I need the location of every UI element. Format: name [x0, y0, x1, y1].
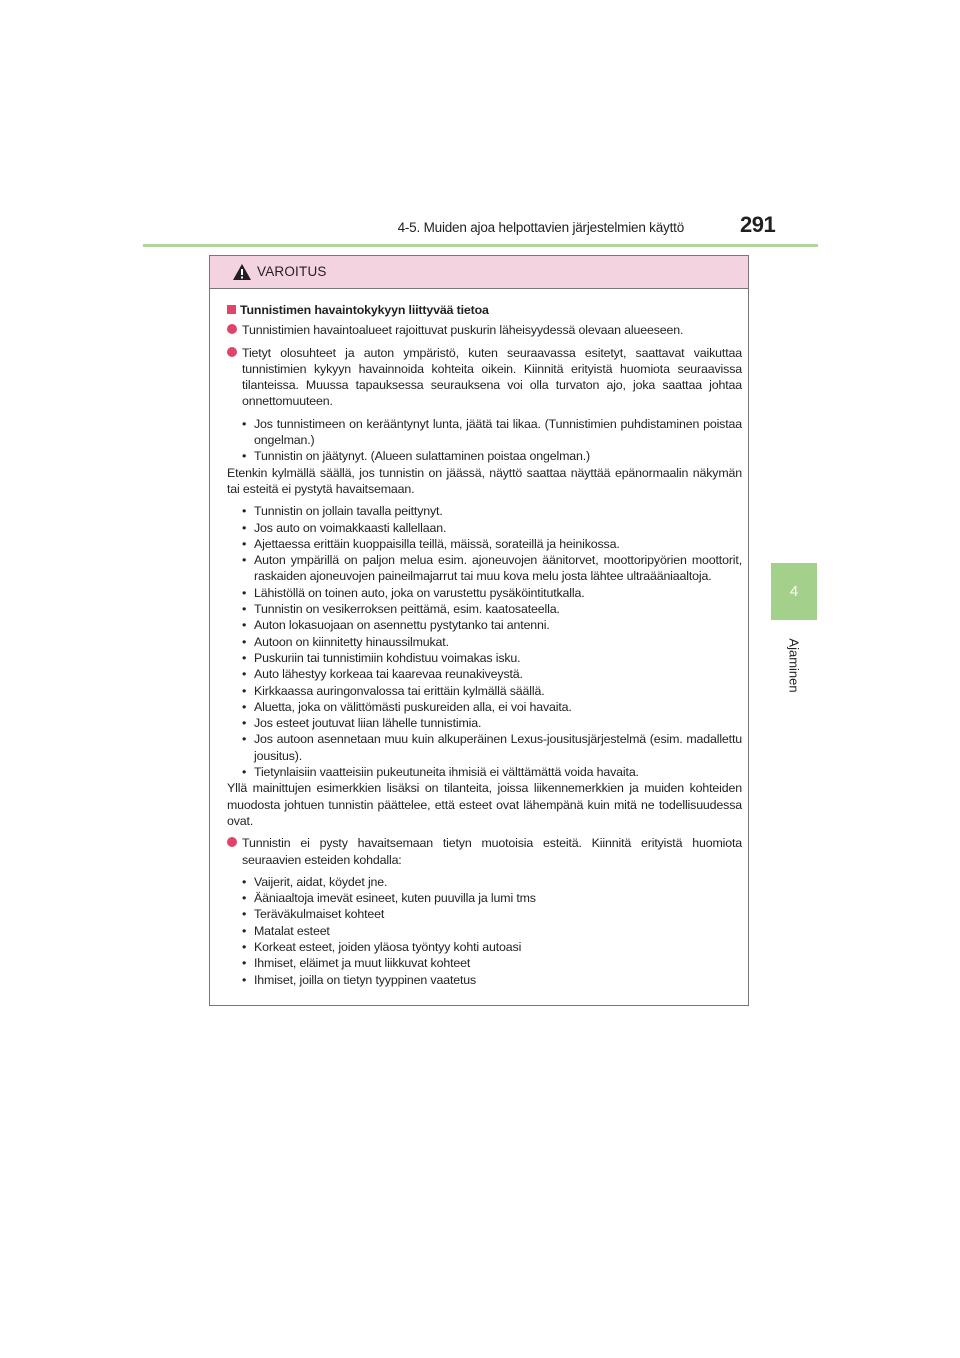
- list-item: • Matalat esteet: [227, 923, 742, 939]
- list-item: • Kirkkaassa auringonvalossa tai erittäin kylmällä säällä.: [227, 683, 742, 699]
- list-item: • Tunnistin on vesikerroksen peittämä, esim. kaatosateella.: [227, 601, 742, 617]
- list-item: • Korkeat esteet, joiden yläosa työntyy kohti autoasi: [227, 939, 742, 955]
- sub-list: [227, 874, 742, 988]
- list-item: • Auton ympärillä on paljon melua esim. ajoneuvojen äänitorvet, moottoripyörien moottorit, raskaiden ajoneuvojen paineilmajarrut tai muu kova melu josta lähtee ultraääniaaltoja.: [227, 552, 742, 585]
- list-item: • Ajettaessa erittäin kuoppaisilla teillä, mäissä, sorateillä ja heinikossa.: [227, 536, 742, 552]
- list-item: • Tietynlaisiin vaatteisiin pukeutuneita ihmisiä ei välttämättä voida havaita.: [227, 764, 742, 780]
- bullet-dot-icon: [227, 347, 237, 357]
- bullet-dot-icon: [227, 324, 237, 334]
- list-item: • Teräväkulmaiset kohteet: [227, 906, 742, 922]
- list-item: • Auton lokasuojaan on asennettu pystytanko tai antenni.: [227, 617, 742, 633]
- paragraph: Yllä mainittujen esimerkkien lisäksi on tilanteita, joissa liikennemerkkien ja muiden kohteiden muodosta johtuen tunnistin päättelee, että esteet ovat lähempänä kuin mitä ne todellisuudessa ovat.: [227, 781, 742, 828]
- list-item: • Ihmiset, joilla on tietyn tyyppinen vaatetus: [227, 972, 742, 988]
- warning-label: VAROITUS: [257, 264, 327, 279]
- list-item: • Tunnistin on jollain tavalla peittynyt.: [227, 503, 742, 519]
- bullet-item: [227, 345, 742, 410]
- list-item: • Auto lähestyy korkeaa tai kaarevaa reunakiveystä.: [227, 666, 742, 682]
- header-divider: [143, 244, 818, 247]
- list-item: • Vaijerit, aidat, köydet jne.: [227, 874, 742, 890]
- page-number: 291: [740, 212, 776, 237]
- warning-body: [227, 302, 742, 988]
- bullet-text: Tunnistin ei pysty havaitsemaan tietyn muotoisia esteitä. Kiinnitä erityistä huomiota seuraavien esteiden kohdalla:: [242, 836, 742, 867]
- bullet-text: Tunnistimien havaintoalueet rajoittuvat puskurin läheisyydessä olevaan alueeseen.: [242, 323, 684, 338]
- chapter-header-title: 4-5. Muiden ajoa helpottavien järjestelmien käyttö: [397, 220, 684, 235]
- warning-header: [210, 256, 748, 289]
- warning-box: [209, 255, 749, 1006]
- section-title-text: Tunnistimen havaintokykyyn liittyvää tietoa: [240, 303, 489, 317]
- paragraph: Etenkin kylmällä säällä, jos tunnistin on jäässä, näyttö saattaa näyttää epänormaalin näkymän tai esteitä ei pystytä havaitsemaan.: [227, 465, 742, 496]
- sub-list: [227, 503, 742, 780]
- bullet-item: [227, 835, 742, 868]
- list-item: • Tunnistin on jäätynyt. (Alueen sulattaminen poistaa ongelman.): [227, 448, 742, 464]
- list-item: • Jos tunnistimeen on kerääntynyt lunta, jäätä tai likaa. (Tunnistimien puhdistaminen poistaa ongelman.): [227, 416, 742, 449]
- list-item: • Ihmiset, eläimet ja muut liikkuvat kohteet: [227, 955, 742, 971]
- list-item: • Autoon on kiinnitetty hinaussilmukat.: [227, 634, 742, 650]
- chapter-tab: 4: [771, 563, 817, 620]
- section-square-icon: [227, 305, 236, 314]
- warning-triangle-icon: [232, 263, 252, 281]
- chapter-side-label: [771, 630, 817, 700]
- list-item: • Jos esteet joutuvat liian lähelle tunnistimia.: [227, 715, 742, 731]
- list-item: • Lähistöllä on toinen auto, joka on varustettu pysäköintitutkalla.: [227, 585, 742, 601]
- chapter-side-label-text: Ajaminen: [786, 637, 802, 693]
- list-item: • Jos auto on voimakkaasti kallellaan.: [227, 520, 742, 536]
- bullet-text: Tietyt olosuhteet ja auton ympäristö, kuten seuraavassa esitetyt, saattavat vaikuttaa tunnistimien kykyyn havainnoida kohteita oikein. Kiinnitä erityistä huomiota seuraavissa tilanteissa. Muussa tapauksessa seurauksena voi olla turvaton ajo, joka saattaa johtaa onnettomuuteen.: [242, 345, 742, 409]
- sub-list: [227, 416, 742, 465]
- section-title: [227, 302, 742, 318]
- list-item: • Ääniaaltoja imevät esineet, kuten puuvilla ja lumi tms: [227, 890, 742, 906]
- bullet-dot-icon: [227, 837, 237, 847]
- bullet-item: [227, 322, 742, 338]
- list-item: • Puskuriin tai tunnistimiin kohdistuu voimakas isku.: [227, 650, 742, 666]
- list-item: • Aluetta, joka on välittömästi puskureiden alla, ei voi havaita.: [227, 699, 742, 715]
- list-item: • Jos autoon asennetaan muu kuin alkuperäinen Lexus-jousitusjärjestelmä (esim. madallettu jousitus).: [227, 731, 742, 764]
